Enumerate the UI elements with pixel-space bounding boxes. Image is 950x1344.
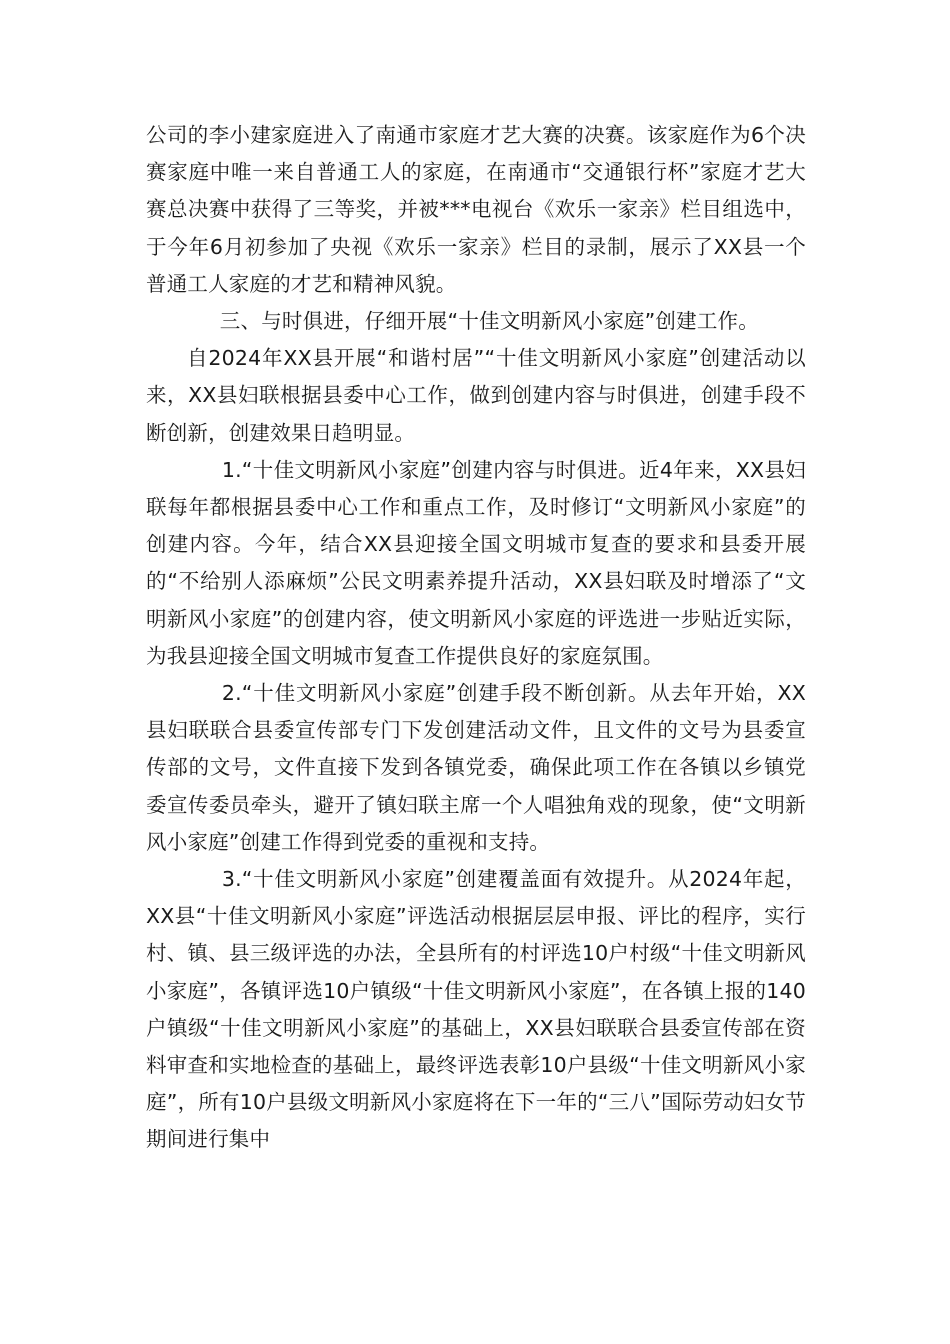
- paragraph-item-1: 1.“十佳文明新风小家庭”创建内容与时俱进。近4年来，XX县妇联每年都根据县委中心工作和重点工作，及时修订“文明新风小家庭”的创建内容。今年，结合XX县迎接全国文明城市复查的要求和县委开展的“不给别人添麻烦”公民文明素养提升活动，XX县妇联及时增添了“文明新风小家庭”的创建内容，使文明新风小家庭的评选进一步贴近实际，为我县迎接全国文明城市复查工作提供良好的家庭氛围。: [146, 457, 806, 668]
- paragraph-intro: 自2024年XX县开展“和谐村居”“十佳文明新风小家庭”创建活动以来，XX县妇联根据县委中心工作，做到创建内容与时俱进，创建手段不断创新，创建效果日趋明显。: [146, 346, 806, 445]
- paragraph-item-2: 2.“十佳文明新风小家庭”创建手段不断创新。从去年开始，XX县妇联联合县委宣传部专门下发创建活动文件，且文件的文号为县委宣传部的文号，文件直接下发到各镇党委，确保此项工作在各镇以乡镇党委宣传委员牵头，避开了镇妇联主席一个人唱独角戏的现象，使“文明新风小家庭”创建工作得到党委的重视和支持。: [146, 681, 806, 854]
- paragraph-continuation: 公司的李小建家庭进入了南通市家庭才艺大赛的决赛。该家庭作为6个决赛家庭中唯一来自普通工人的家庭，在南通市“交通银行杯”家庭才艺大赛总决赛中获得了三等奖，并被***电视台《欢乐一家亲》栏目组选中，于今年6月初参加了央视《欢乐一家亲》栏目的录制，展示了XX县一个普通工人家庭的才艺和精神风貌。: [146, 123, 806, 296]
- document-body: [146, 117, 806, 1159]
- section-heading: 三、与时俱进，仔细开展“十佳文明新风小家庭”创建工作。: [219, 309, 759, 334]
- paragraph-item-3: 3.“十佳文明新风小家庭”创建覆盖面有效提升。从2024年起，XX县“十佳文明新风小家庭”评选活动根据层层申报、评比的程序，实行村、镇、县三级评选的办法，全县所有的村评选10户村级“十佳文明新风小家庭”，各镇评选10户镇级“十佳文明新风小家庭”，在各镇上报的140户镇级“十佳文明新风小家庭”的基础上，XX县妇联联合县委宣传部在资料审查和实地检查的基础上，最终评选表彰10户县级“十佳文明新风小家庭”，所有10户县级文明新风小家庭将在下一年的“三八”国际劳动妇女节期间进行集中: [146, 867, 806, 1152]
